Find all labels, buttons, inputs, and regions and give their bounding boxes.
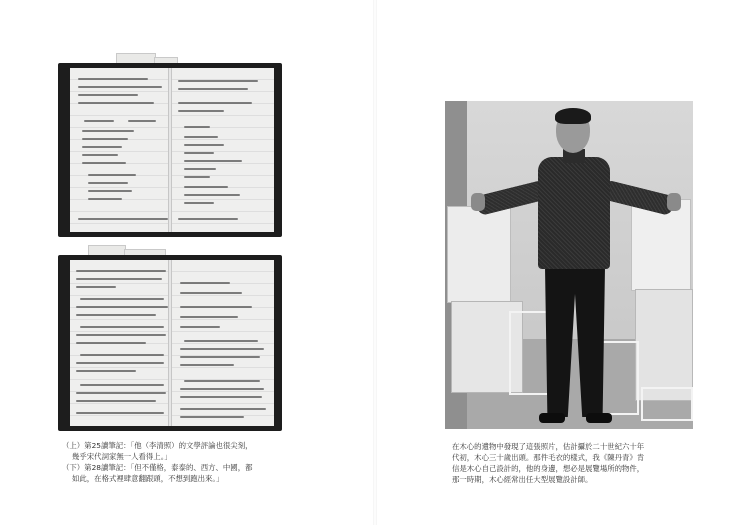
handwriting-line: [178, 80, 258, 82]
handwriting-line: [184, 144, 224, 146]
figure-hand: [471, 193, 485, 211]
figure-hair: [555, 108, 591, 124]
handwriting-line: [88, 198, 122, 200]
handwriting-line: [180, 316, 238, 318]
handwriting-line: [184, 168, 216, 170]
handwriting-line: [80, 326, 164, 328]
handwriting-line: [178, 110, 224, 112]
caption-line: 在木心的遺物中發現了這張照片，估計攝於二十世紀六十年: [452, 442, 645, 451]
handwriting-line: [184, 194, 240, 196]
handwriting-line: [184, 340, 258, 342]
handwriting-line: [88, 174, 136, 176]
handwriting-line: [78, 218, 168, 220]
caption-line: 如此，在格式裡肆意翻跟頭，不想到跑出來。」: [72, 474, 224, 483]
handwriting-line: [84, 120, 114, 122]
handwriting-line: [180, 408, 266, 410]
handwriting-line: [180, 388, 264, 390]
handwriting-line: [184, 176, 210, 178]
handwriting-line: [88, 182, 128, 184]
handwriting-line: [78, 78, 148, 80]
handwriting-line: [180, 292, 242, 294]
figure-sweater: [538, 157, 610, 269]
handwriting-line: [76, 400, 156, 402]
notebook-photo-bottom: [58, 255, 282, 431]
handwriting-line: [178, 102, 252, 104]
handwriting-line: [78, 102, 154, 104]
display-frame: [509, 311, 549, 395]
handwriting-line: [76, 370, 136, 372]
right-caption: [452, 441, 692, 485]
handwriting-line: [180, 396, 262, 398]
notebook-photo-top: [58, 63, 282, 237]
handwriting-line: [184, 136, 218, 138]
handwriting-line: [180, 306, 252, 308]
handwriting-line: [76, 342, 146, 344]
handwriting-line: [180, 356, 260, 358]
handwriting-line: [178, 218, 238, 220]
figure-hand: [667, 193, 681, 211]
handwriting-line: [178, 88, 248, 90]
notebook-spine: [168, 260, 172, 426]
handwriting-line: [184, 160, 242, 162]
handwriting-line: [184, 126, 210, 128]
caption-line: 代初，木心三十歲出頭。那件毛衣的樣式，我《陳丹青》肯: [452, 453, 645, 462]
caption-line: 那一時期，木心經常出任大型展覽設計師。: [452, 475, 593, 484]
handwriting-line: [76, 334, 166, 336]
notebook-left-page: [70, 68, 170, 232]
handwriting-line: [76, 362, 164, 364]
handwriting-line: [76, 392, 166, 394]
display-frame: [641, 387, 693, 421]
handwriting-line: [82, 146, 122, 148]
handwriting-line: [76, 270, 166, 272]
handwriting-line: [82, 162, 126, 164]
handwriting-line: [80, 354, 164, 356]
handwriting-line: [80, 384, 164, 386]
notebook-left-page: [70, 260, 170, 426]
display-panel: [635, 289, 693, 401]
handwriting-line: [78, 94, 138, 96]
notebook-spine: [168, 68, 172, 232]
handwriting-line: [184, 202, 214, 204]
portrait-photo: [445, 101, 693, 429]
handwriting-line: [82, 138, 128, 140]
figure-shoe: [539, 413, 565, 423]
handwriting-line: [76, 314, 156, 316]
handwriting-line: [184, 152, 214, 154]
handwriting-line: [128, 120, 156, 122]
handwriting-line: [80, 298, 164, 300]
handwriting-line: [180, 282, 230, 284]
handwriting-line: [82, 154, 118, 156]
notebook-right-page: [170, 68, 274, 232]
handwriting-line: [76, 412, 164, 414]
figure-shoe: [586, 413, 612, 423]
handwriting-line: [180, 416, 244, 418]
notebook-right-page: [170, 260, 274, 426]
handwriting-line: [76, 306, 168, 308]
page-gutter: [373, 0, 377, 525]
handwriting-line: [82, 130, 134, 132]
caption-line: （下）第28讀筆記：「但不僅格，泰泰的、西方、中國，都: [62, 463, 253, 472]
display-panel: [447, 206, 511, 303]
handwriting-line: [180, 326, 220, 328]
handwriting-line: [88, 190, 132, 192]
left-caption: [62, 440, 292, 484]
handwriting-line: [180, 348, 264, 350]
handwriting-line: [184, 186, 228, 188]
caption-line: （上）第25讀筆記：「他（李清照）的文學評論也很尖刻，: [62, 441, 253, 450]
handwriting-line: [180, 364, 234, 366]
handwriting-line: [76, 286, 116, 288]
handwriting-line: [184, 380, 260, 382]
caption-line: 幾乎宋代詞家無一人看得上。」: [72, 452, 172, 461]
handwriting-line: [78, 86, 162, 88]
caption-line: 信是木心自己設計的，他的身邊，想必是展覽場所的物件，: [452, 464, 645, 473]
handwriting-line: [76, 278, 162, 280]
